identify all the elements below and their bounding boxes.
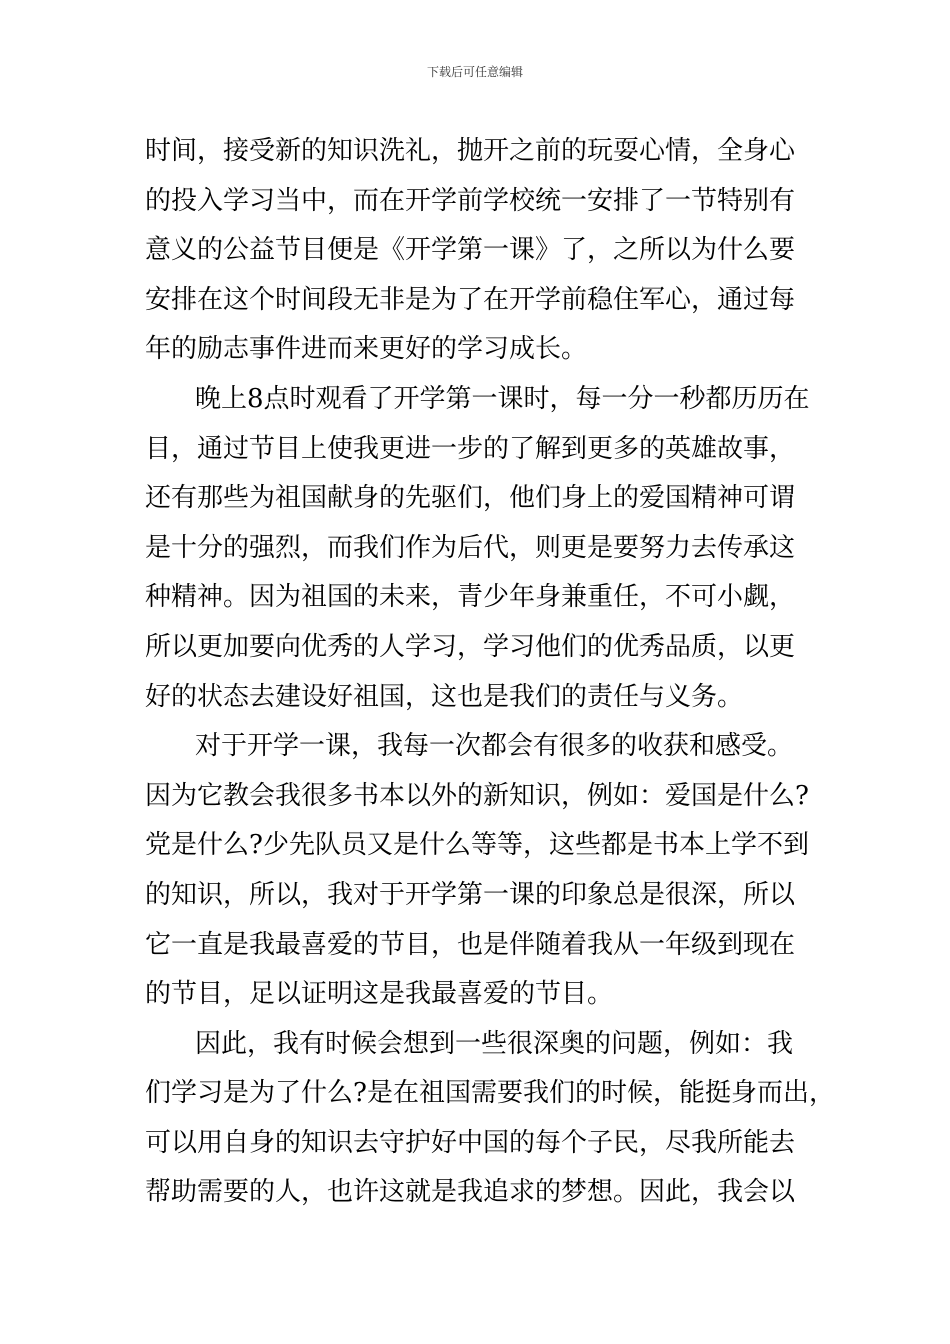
text-line: 党是什么?少先队员又是什么等等，这些都是书本上学不到	[145, 830, 809, 861]
text-line: 目，通过节目上使我更进一步的了解到更多的英雄故事，	[145, 433, 796, 464]
text-line: 它一直是我最喜爱的节目，也是伴随着我从一年级到现在	[145, 929, 796, 960]
text-line: 好的状态去建设好祖国，这也是我们的责任与义务。	[145, 681, 744, 712]
text-line: 的节目，足以证明这是我最喜爱的节目。	[145, 979, 614, 1010]
page-header: 下载后可任意编辑	[426, 65, 523, 79]
text-line: 种精神。因为祖国的未来，青少年身兼重任，不可小觑，	[145, 582, 796, 613]
document-body	[145, 127, 835, 1218]
text-line: 所以更加要向优秀的人学习，学习他们的优秀品质，以更	[145, 631, 796, 662]
text-line: 帮助需要的人，也许这就是我追求的梦想。因此，我会以	[145, 1177, 796, 1208]
text-line: 还有那些为祖国献身的先驱们，他们身上的爱国精神可谓	[145, 483, 796, 514]
text-line: 可以用自身的知识去守护好中国的每个子民，尽我所能去	[145, 1127, 796, 1158]
text-line: 安排在这个时间段无非是为了在开学前稳住军心，通过每	[145, 284, 796, 315]
paragraph-first-line: 晚上8点时观看了开学第一课时，每一分一秒都历历在	[195, 383, 810, 414]
paragraph-first-line: 因此，我有时候会想到一些很深奥的问题，例如：我	[195, 1028, 794, 1059]
text-line: 因为它教会我很多书本以外的新知识，例如：爱国是什么?	[145, 780, 809, 811]
text-line: 的知识，所以，我对于开学第一课的印象总是很深，所以	[145, 879, 796, 910]
text-line: 们学习是为了什么?是在祖国需要我们的时候，能挺身而出，	[145, 1078, 835, 1109]
text-line: 的投入学习当中，而在开学前学校统一安排了一节特别有	[145, 185, 796, 216]
text-line: 年的励志事件进而来更好的学习成长。	[145, 334, 588, 365]
paragraph-first-line: 对于开学一课，我每一次都会有很多的收获和感受。	[195, 731, 794, 762]
text-line: 意义的公益节目便是《开学第一课》了，之所以为什么要	[145, 235, 796, 266]
text-line: 时间，接受新的知识洗礼，抛开之前的玩耍心情，全身心	[145, 136, 796, 166]
text-line: 是十分的强烈，而我们作为后代，则更是要努力去传承这	[145, 532, 796, 563]
